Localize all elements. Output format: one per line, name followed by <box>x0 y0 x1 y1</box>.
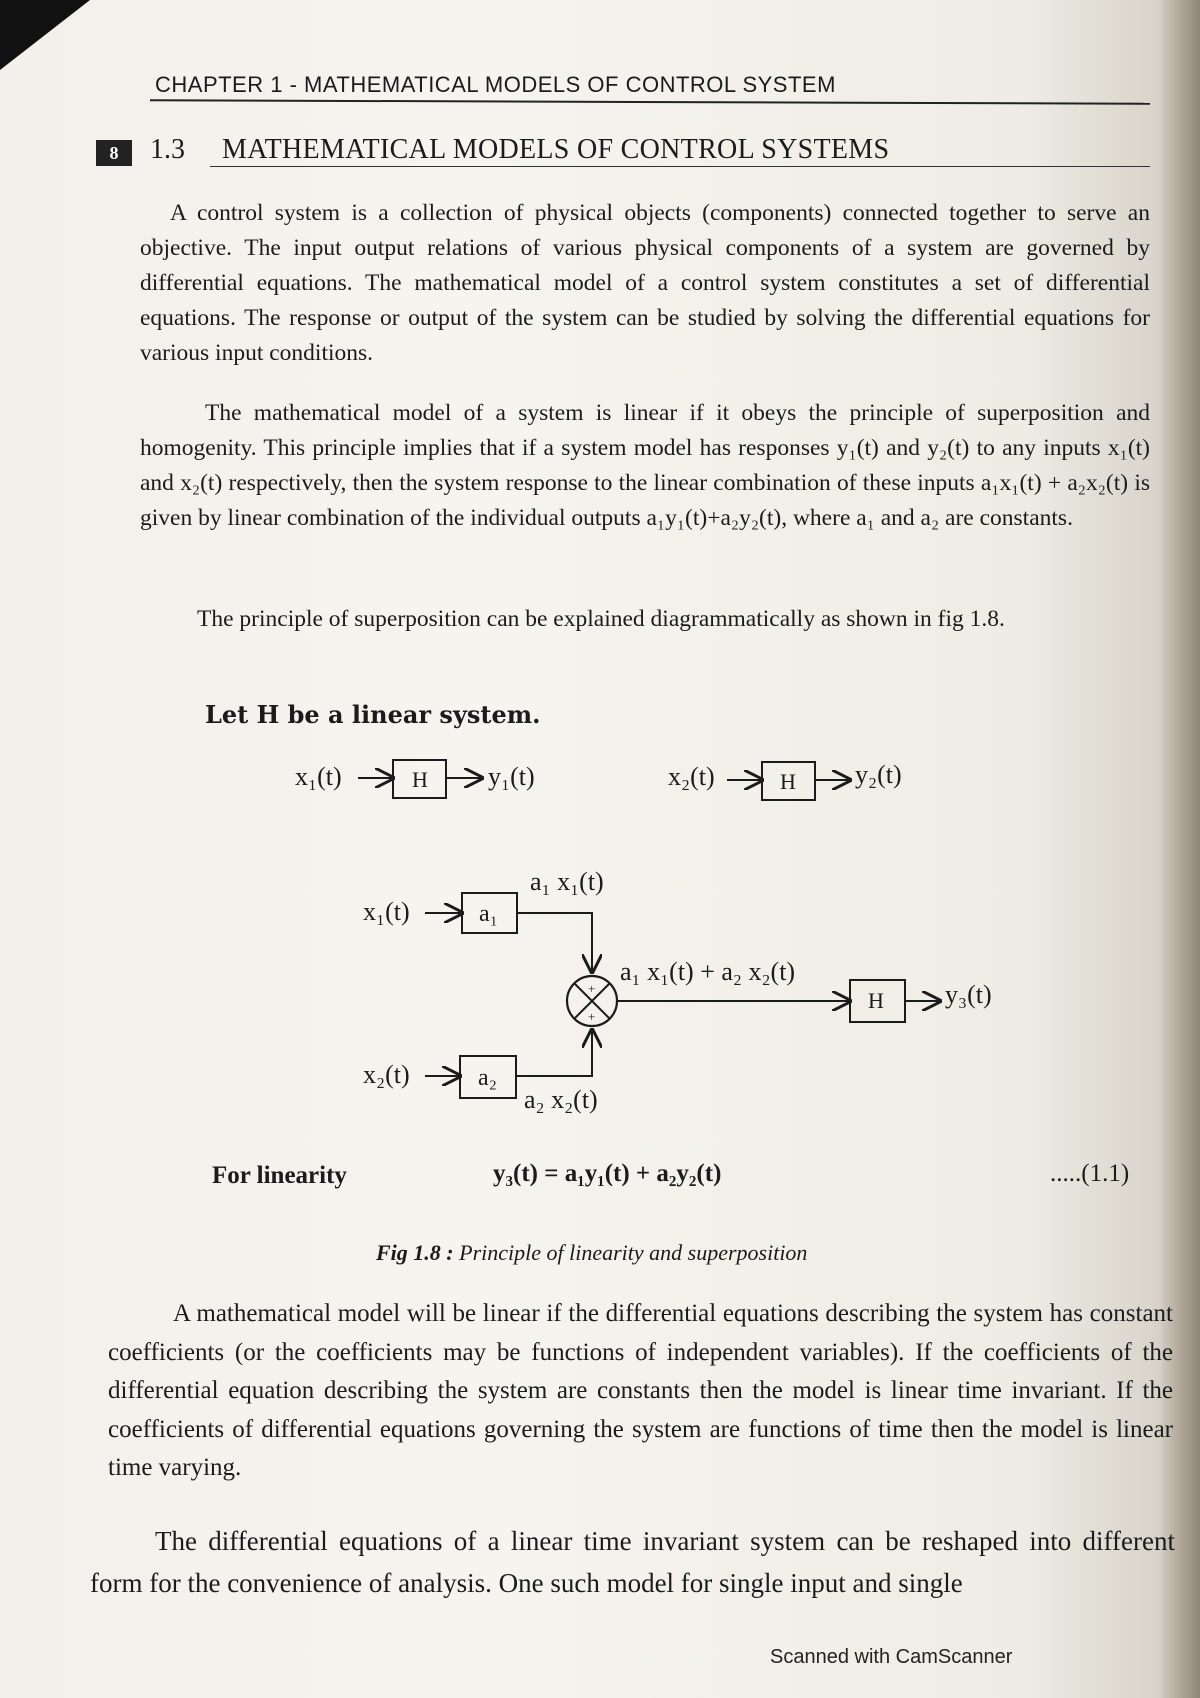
scaler1-to-sum-line <box>517 913 592 972</box>
scaler1-input-label: x₁(t) <box>363 897 410 926</box>
paragraph-intro: A control system is a collection of physical objects (components) connected together to serve an objective. The input output relations of various physical components of a system are governed by differential equations. The mathematical model of a control system constitutes a set of differential equations. The response or output of the system can be studied by solving the differential equations for various input conditions. <box>140 200 1150 366</box>
figure-caption: Fig 1.8 : Principle of linearity and superposition <box>376 1240 808 1265</box>
scaler2-to-sum-line <box>516 1030 592 1076</box>
system-block-h3-label: H <box>868 988 884 1013</box>
paragraph-lti-forms: The differential equations of a linear time invariant system can be reshaped into different form for the convenience of analysis. One such model for single input and single <box>90 1526 1175 1598</box>
scaler2-input-label: x₂(t) <box>363 1060 410 1089</box>
section-title: MATHEMATICAL MODELS OF CONTROL SYSTEMS <box>222 134 890 165</box>
section-number: 1.3 <box>150 134 185 165</box>
top-right-output-label: y₂(t) <box>855 760 902 789</box>
linearity-label: For linearity <box>212 1162 347 1189</box>
scaler1-output-label: a₁ x₁(t) <box>530 867 604 896</box>
equation-number: .....(1.1) <box>1050 1160 1130 1187</box>
gain-block-a1-label: a₁ <box>479 901 499 927</box>
sum-sign-top: + <box>588 981 596 996</box>
top-left-output-label: y₁(t) <box>488 762 535 791</box>
scanner-watermark: Scanned with CamScanner <box>770 1646 1013 1668</box>
sum-sign-bottom: + <box>588 1009 596 1024</box>
top-left-input-label: x₁(t) <box>295 762 342 791</box>
chapter-header: CHAPTER 1 - MATHEMATICAL MODELS OF CONTROL SYSTEM <box>155 72 836 97</box>
top-right-input-label: x₂(t) <box>668 762 715 791</box>
system-block-h1-label: H <box>412 767 428 792</box>
system-block-h2-label: H <box>780 769 796 794</box>
diagram-intro: Let H be a linear system. <box>205 700 541 729</box>
scaler2-output-label: a₂ x₂(t) <box>524 1085 598 1114</box>
linearity-equation: y₃(t) = a₁y₁(t) + a₂y₂(t) <box>493 1160 722 1187</box>
paragraph-superposition: The mathematical model of a system is linear if it obeys the principle of superposition and homogenity. This principle implies that if a system model has responses y₁(t) and y₂(t) to any inputs x₁(t) and x₂(t) respectively, then the system response to the linear combination of these inputs a₁x₁(t) + a₂x₂(t) is given by linear combination of the individual outputs a₁y₁(t)+a₂y₂(t), where a₁ and a₂ are constants. <box>140 400 1150 531</box>
gain-block-a2-label: a₂ <box>478 1065 498 1091</box>
paragraph-diagram-ref: The principle of superposition can be explained diagrammatically as shown in fig 1.8. <box>197 606 1005 632</box>
system-output-label: y₃(t) <box>945 980 992 1009</box>
sum-output-label: a₁ x₁(t) + a₂ x₂(t) <box>620 957 796 986</box>
paragraph-lti: A mathematical model will be linear if the differential equations describing the system has constant coefficients (or the coefficients may be functions of independent variables). If the coefficients of the differential equation describing the system are constants then the model is linear time invariant. If the coefficients of differential equations governing the system are functions of time then the model is linear time varying. <box>108 1300 1173 1481</box>
page-number: 8 <box>96 140 132 166</box>
